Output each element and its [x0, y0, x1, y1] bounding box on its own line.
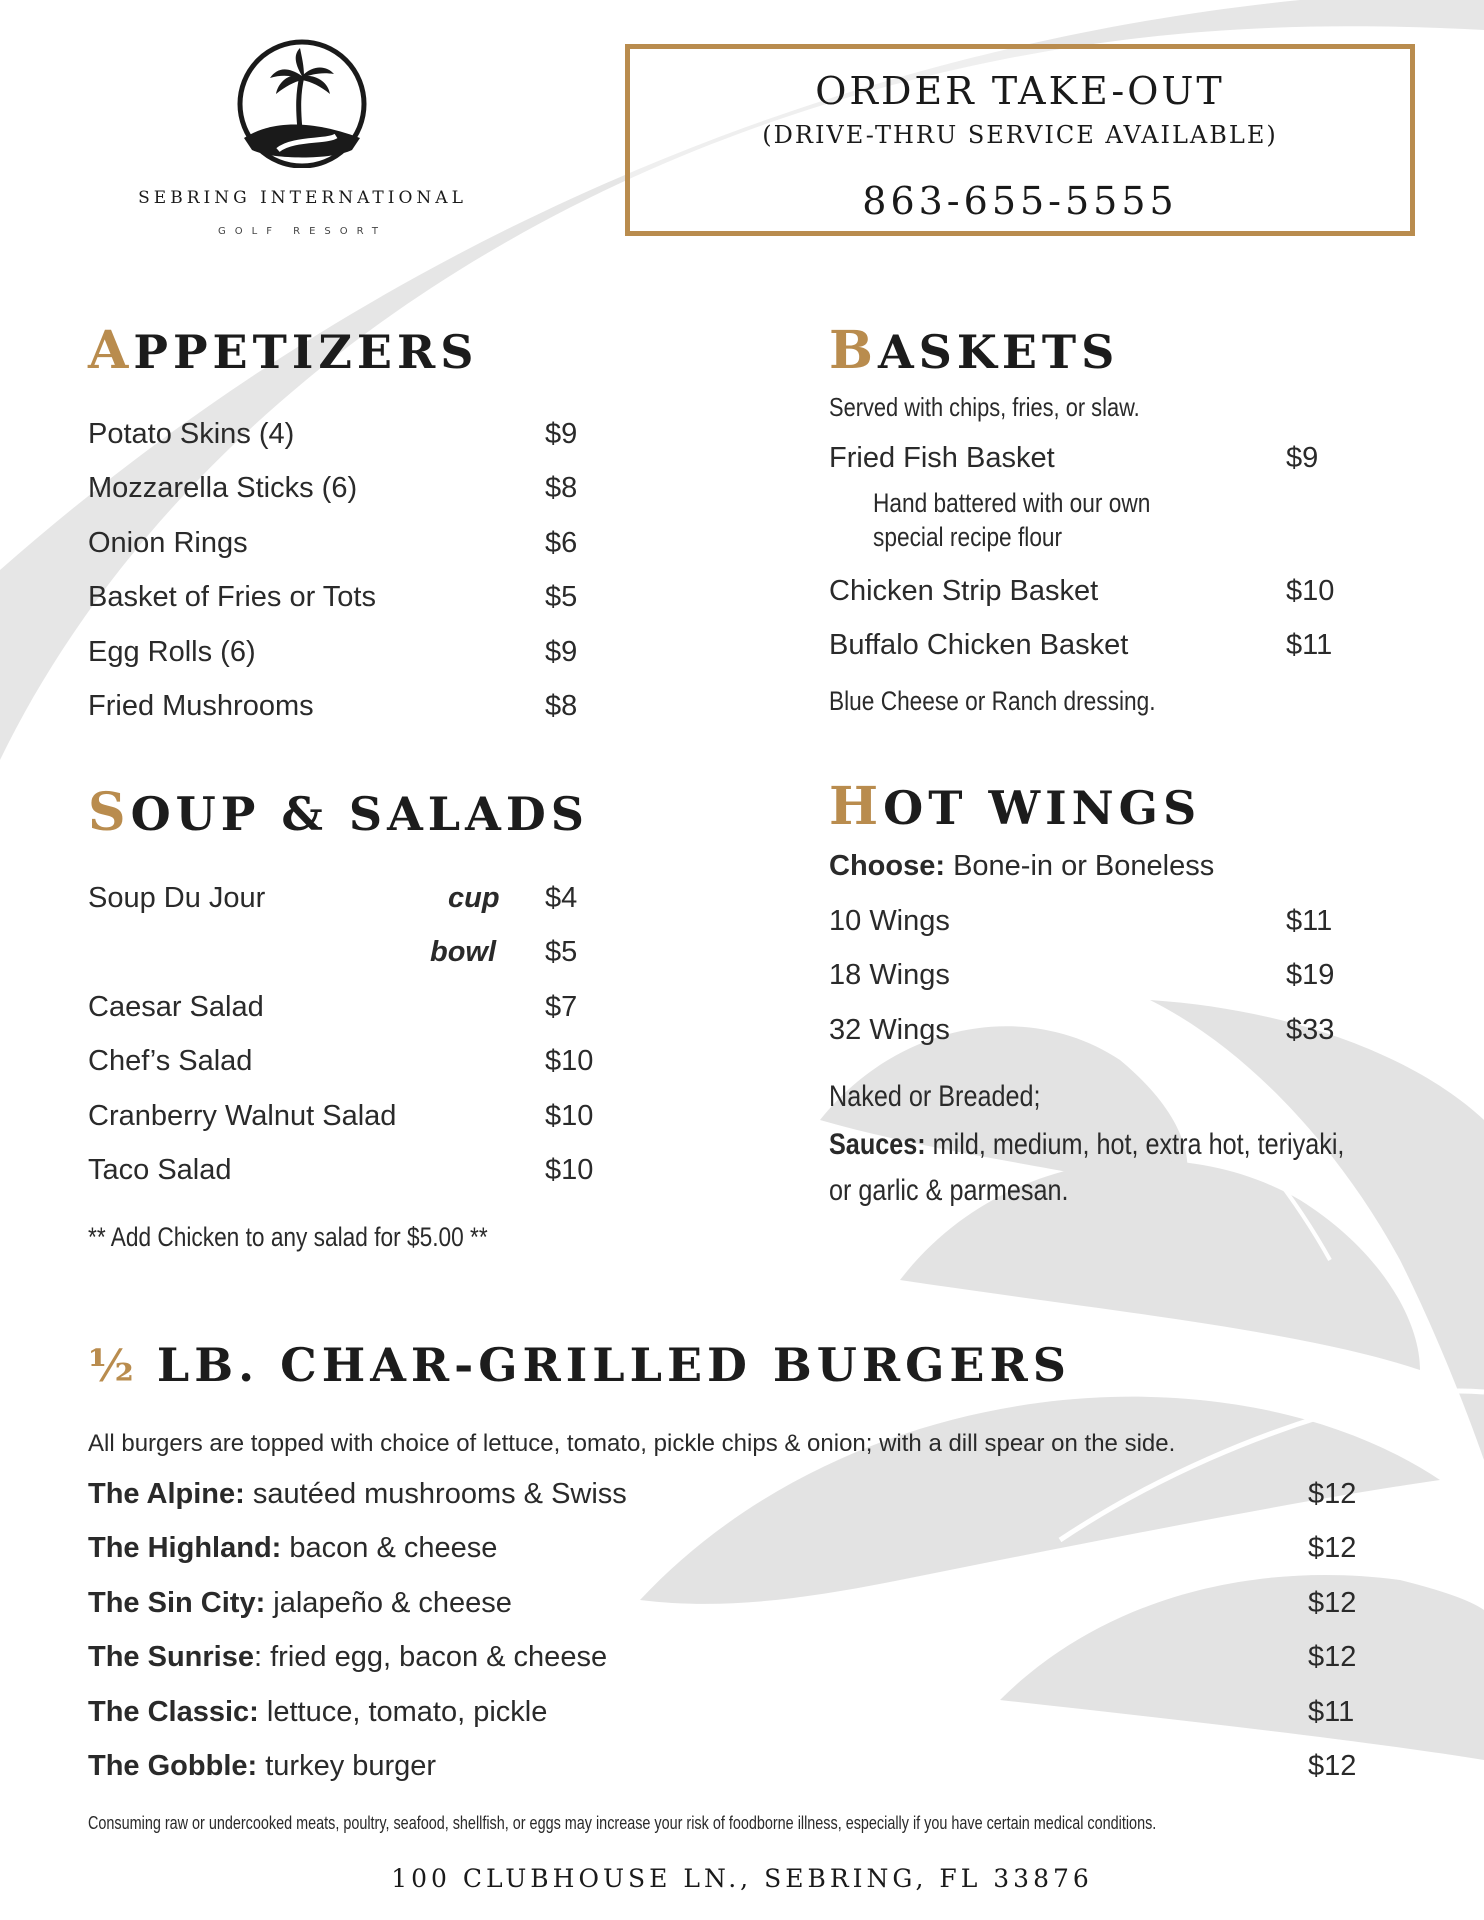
menu-item-name: 18 Wings — [829, 959, 950, 991]
menu-item-name: Caesar Salad — [88, 991, 264, 1023]
menu-item-name: Mozzarella Sticks (6) — [88, 472, 358, 504]
burgers-title-rest: LB. CHAR-GRILLED BURGERS — [156, 1338, 1071, 1392]
order-subtitle: (DRIVE-THRU SERVICE AVAILABLE) — [762, 121, 1278, 149]
order-phone: 863-655-5555 — [862, 179, 1178, 223]
soup-cup-label: cup — [448, 882, 500, 914]
burgers-intro: All burgers are topped with choice of lettuce, tomato, pickle chips & onion; with a dill spear on the side. — [88, 1430, 1176, 1457]
menu-item-price: $10 — [545, 1100, 594, 1132]
burger-name: The Alpine: — [88, 1478, 245, 1510]
burger-description: bacon & cheese — [289, 1532, 498, 1564]
menu-item-price: $9 — [545, 418, 578, 450]
wings-sauces-cont: or garlic & parmesan. — [829, 1174, 1069, 1207]
palm-tree-logo-icon — [232, 38, 372, 168]
menu-item-price: $8 — [545, 472, 578, 504]
menu-item-price: $7 — [545, 991, 578, 1023]
menu-item-name: 10 Wings — [829, 905, 950, 937]
baskets-section — [829, 320, 1389, 730]
salad-add-chicken-note: ** Add Chicken to any salad for $5.00 ** — [88, 1222, 488, 1252]
burger-price: $12 — [1308, 1750, 1357, 1782]
menu-item-price: $10 — [1286, 575, 1335, 607]
baskets-intro: Served with chips, fries, or slaw. — [829, 392, 1140, 422]
resort-logo — [120, 38, 485, 248]
burger-price: $11 — [1308, 1696, 1355, 1728]
burger-item — [88, 1696, 547, 1729]
menu-item-price: $10 — [545, 1045, 594, 1077]
menu-item-price: $19 — [1286, 959, 1335, 991]
menu-item-price: $10 — [545, 1154, 594, 1186]
burger-item — [88, 1532, 497, 1565]
menu-item-name: Fried Fish Basket — [829, 442, 1055, 474]
burgers-title — [88, 1338, 1071, 1392]
burger-item — [88, 1587, 512, 1620]
resort-subtitle: GOLF RESORT — [218, 226, 387, 237]
baskets-title — [829, 320, 1119, 381]
soup-salads-section — [88, 782, 648, 1272]
burger-name: The Classic: — [88, 1696, 259, 1728]
menu-item-price: $8 — [545, 690, 578, 722]
burger-price: $12 — [1308, 1641, 1357, 1673]
wings-style-note: Naked or Breaded; — [829, 1080, 1041, 1113]
order-takeout-box — [625, 44, 1415, 236]
wings-sauces-value: mild, medium, hot, extra hot, teriyaki, — [932, 1128, 1345, 1161]
menu-item-name: Buffalo Chicken Basket — [829, 629, 1129, 661]
appetizers-title-rest: PPETIZERS — [133, 325, 479, 379]
baskets-dressing-note: Blue Cheese or Ranch dressing. — [829, 686, 1156, 716]
burger-description: turkey burger — [265, 1750, 437, 1782]
menu-item-name: Soup Du Jour — [88, 882, 266, 914]
menu-item-name: Potato Skins (4) — [88, 418, 295, 450]
hot-wings-title-cap: H — [829, 776, 884, 837]
burger-name: The Highland: — [88, 1532, 282, 1564]
menu-item-name: Fried Mushrooms — [88, 690, 314, 722]
menu-item-name: Taco Salad — [88, 1154, 232, 1186]
burger-price: $12 — [1308, 1587, 1357, 1619]
menu-item-name: Cranberry Walnut Salad — [88, 1100, 397, 1132]
menu-item-price: $33 — [1286, 1014, 1335, 1046]
food-safety-disclaimer: Consuming raw or undercooked meats, poultry, seafood, shellfish, or eggs may increase your risk of foodborne illness, especially if you have certain medical conditions. — [88, 1813, 1157, 1833]
wings-sauces-label: Sauces: — [829, 1128, 926, 1161]
soup-salads-title-rest: OUP & SALADS — [130, 787, 589, 841]
baskets-title-cap: B — [829, 320, 878, 381]
soup-salads-title — [88, 782, 589, 843]
burger-name: The Sin City: — [88, 1587, 266, 1619]
menu-item-price: $11 — [1286, 629, 1333, 661]
burger-description: lettuce, tomato, pickle — [266, 1696, 548, 1728]
hot-wings-section — [829, 776, 1429, 1216]
burger-price: $12 — [1308, 1532, 1357, 1564]
resort-address: 100 CLUBHOUSE LN., SEBRING, FL 33876 — [391, 1864, 1093, 1893]
soup-salads-title-cap: S — [88, 782, 131, 843]
menu-item-name: Basket of Fries or Tots — [88, 581, 376, 613]
appetizers-section — [88, 320, 608, 740]
menu-item-price: $5 — [545, 581, 578, 613]
wings-sauces-line — [829, 1128, 1344, 1162]
wings-choose-value: Bone-in or Boneless — [953, 850, 1215, 882]
menu-item-name: 32 Wings — [829, 1014, 950, 1046]
hot-wings-title — [829, 776, 1201, 837]
burgers-section — [88, 1338, 1388, 1798]
hot-wings-title-rest: OT WINGS — [883, 781, 1202, 835]
menu-item-price: $9 — [1286, 442, 1319, 474]
burger-item — [88, 1641, 607, 1674]
soup-bowl-price: $5 — [545, 936, 578, 968]
wings-choose-line — [829, 850, 1214, 883]
burger-item — [88, 1478, 627, 1511]
burger-description: sautéed mushrooms & Swiss — [252, 1478, 627, 1510]
burger-item — [88, 1750, 436, 1783]
burger-description: jalapeño & cheese — [273, 1587, 512, 1619]
soup-cup-price: $4 — [545, 882, 578, 914]
burger-name: The Sunrise — [88, 1641, 254, 1673]
menu-item-price: $9 — [545, 636, 578, 668]
appetizers-title — [88, 320, 478, 381]
resort-name: SEBRING INTERNATIONAL — [138, 188, 467, 208]
burger-price: $12 — [1308, 1478, 1357, 1510]
order-title: ORDER TAKE-OUT — [815, 69, 1225, 113]
baskets-title-rest: ASKETS — [877, 325, 1120, 379]
appetizers-title-cap: A — [88, 320, 134, 381]
menu-item-name: Onion Rings — [88, 527, 248, 559]
menu-item-name: Chicken Strip Basket — [829, 575, 1099, 607]
menu-item-price: $6 — [545, 527, 578, 559]
fish-basket-description: Hand battered with our own — [873, 488, 1151, 518]
menu-item-price: $11 — [1286, 905, 1333, 937]
fish-basket-description: special recipe flour — [873, 522, 1063, 552]
menu-item-name: Egg Rolls (6) — [88, 636, 256, 668]
burger-name: The Gobble: — [88, 1750, 258, 1782]
soup-bowl-label: bowl — [430, 936, 497, 968]
wings-choose-label: Choose: — [829, 850, 945, 882]
burgers-title-cap: ½ — [88, 1341, 139, 1392]
menu-item-name: Chef’s Salad — [88, 1045, 253, 1077]
burger-description: : fried egg, bacon & cheese — [254, 1641, 608, 1673]
